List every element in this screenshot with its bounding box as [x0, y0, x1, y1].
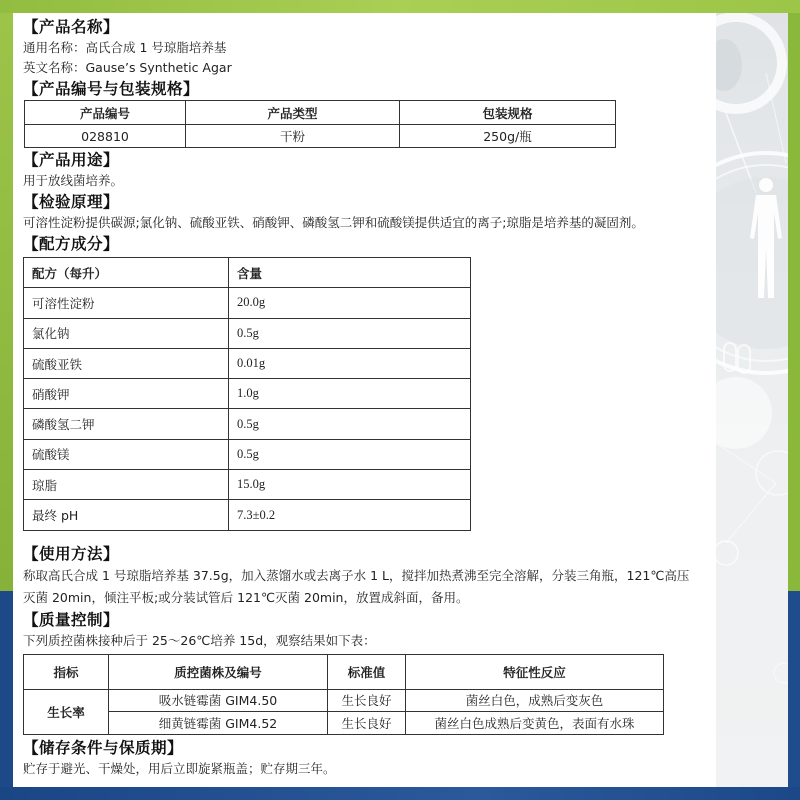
package-table	[24, 100, 616, 148]
table-row	[24, 348, 471, 378]
reaction: 菌丝白色成熟后变黄色，表面有水珠	[406, 712, 664, 735]
medical-decoration-icon	[716, 13, 788, 787]
formula-table	[23, 257, 471, 531]
ingredient-name: 硝酸钾	[24, 379, 229, 409]
table-row	[24, 318, 471, 348]
standard-value: 生长良好	[328, 712, 406, 735]
strain-name: 细黄链霉菌 GIM4.52	[109, 712, 328, 735]
frame-left-blue	[0, 591, 13, 787]
ingredient-amount: 0.5g	[229, 409, 471, 439]
storage-text: 贮存于避光、干燥处，用后立即旋紧瓶盖；贮存期三年。	[23, 760, 336, 776]
growth-rate-label: 生长率	[24, 689, 109, 734]
qc-table	[23, 654, 664, 735]
cell-type: 干粉	[186, 125, 400, 148]
heading-principle: 【检验原理】	[23, 193, 120, 211]
method-line-1: 称取高氏合成 1 号琼脂培养基 37.5g，加入蒸馏水或去离子水 1 L，搅拌加热煮沸至完全溶解，分装三角瓶，121℃高压	[23, 567, 690, 583]
col-header-code: 产品编号	[25, 101, 186, 125]
col-header-ingredient: 配方（每升）	[24, 258, 229, 288]
reaction: 菌丝白色，成熟后变灰色	[406, 689, 664, 712]
ingredient-amount: 0.5g	[229, 318, 471, 348]
product-instruction-panel	[13, 13, 716, 787]
ingredient-name: 硫酸亚铁	[24, 348, 229, 378]
table-row	[24, 379, 471, 409]
method-line-2: 灭菌 20min，倾注平板;或分装试管后 121℃灭菌 20min，放置成斜面，备用。	[23, 589, 469, 605]
principle-text: 可溶性淀粉提供碳源;氯化钠、硫酸亚铁、硝酸钾、磷酸氢二钾和硫酸镁提供适宜的离子;琼脂是培养基的凝固剂。	[23, 215, 644, 230]
usage-text: 用于放线菌培养。	[23, 173, 124, 188]
ingredient-amount: 1.0g	[229, 379, 471, 409]
ingredient-amount: 0.5g	[229, 439, 471, 469]
ingredient-name: 可溶性淀粉	[24, 288, 229, 318]
col-header-spec: 包装规格	[400, 101, 616, 125]
table-row	[24, 439, 471, 469]
strain-name: 吸水链霉菌 GIM4.50	[109, 689, 328, 712]
frame-bottom-border	[0, 787, 800, 800]
table-row	[24, 409, 471, 439]
frame-right-green	[788, 13, 800, 591]
table-row	[24, 689, 664, 712]
col-header-indicator: 指标	[24, 654, 109, 689]
ingredient-amount: 7.3±0.2	[229, 500, 471, 530]
table-row	[24, 470, 471, 500]
frame-top-border	[0, 0, 800, 14]
ingredient-name: 最终 pH	[24, 500, 229, 530]
table-row	[24, 500, 471, 530]
ingredient-name: 氯化钠	[24, 318, 229, 348]
table-header-row	[24, 654, 664, 689]
decorative-side-strip	[716, 13, 788, 787]
ingredient-name: 磷酸氢二钾	[24, 409, 229, 439]
standard-value: 生长良好	[328, 689, 406, 712]
generic-name: 通用名称：高氏合成 1 号琼脂培养基	[23, 40, 227, 55]
heading-storage: 【储存条件与保质期】	[23, 738, 184, 757]
col-header-reaction: 特征性反应	[406, 654, 664, 689]
ingredient-amount: 20.0g	[229, 288, 471, 318]
ingredient-name: 硫酸镁	[24, 439, 229, 469]
col-header-strain: 质控菌株及编号	[109, 654, 328, 689]
heading-qc: 【质量控制】	[23, 610, 120, 629]
heading-method: 【使用方法】	[23, 544, 120, 563]
ingredient-name: 琼脂	[24, 470, 229, 500]
table-row	[24, 288, 471, 318]
ingredient-amount: 0.01g	[229, 348, 471, 378]
table-row	[25, 125, 616, 148]
cell-spec: 250g/瓶	[400, 125, 616, 148]
qc-intro: 下列质控菌株接种后于 25～26℃培养 15d，观察结果如下表：	[23, 632, 376, 648]
english-name: 英文名称：Gause’s Synthetic Agar	[23, 60, 232, 75]
heading-formula: 【配方成分】	[23, 235, 120, 253]
heading-product-name: 【产品名称】	[23, 18, 120, 36]
table-row	[24, 712, 664, 735]
frame-left-green	[0, 13, 13, 591]
frame-right-blue	[788, 591, 800, 787]
col-header-standard: 标准值	[328, 654, 406, 689]
col-header-amount: 含量	[229, 258, 471, 288]
heading-usage: 【产品用途】	[23, 151, 120, 169]
table-header-row	[25, 101, 616, 125]
ingredient-amount: 15.0g	[229, 470, 471, 500]
col-header-type: 产品类型	[186, 101, 400, 125]
heading-product-code: 【产品编号与包装规格】	[23, 80, 200, 98]
cell-code: 028810	[25, 125, 186, 148]
table-header-row	[24, 258, 471, 288]
